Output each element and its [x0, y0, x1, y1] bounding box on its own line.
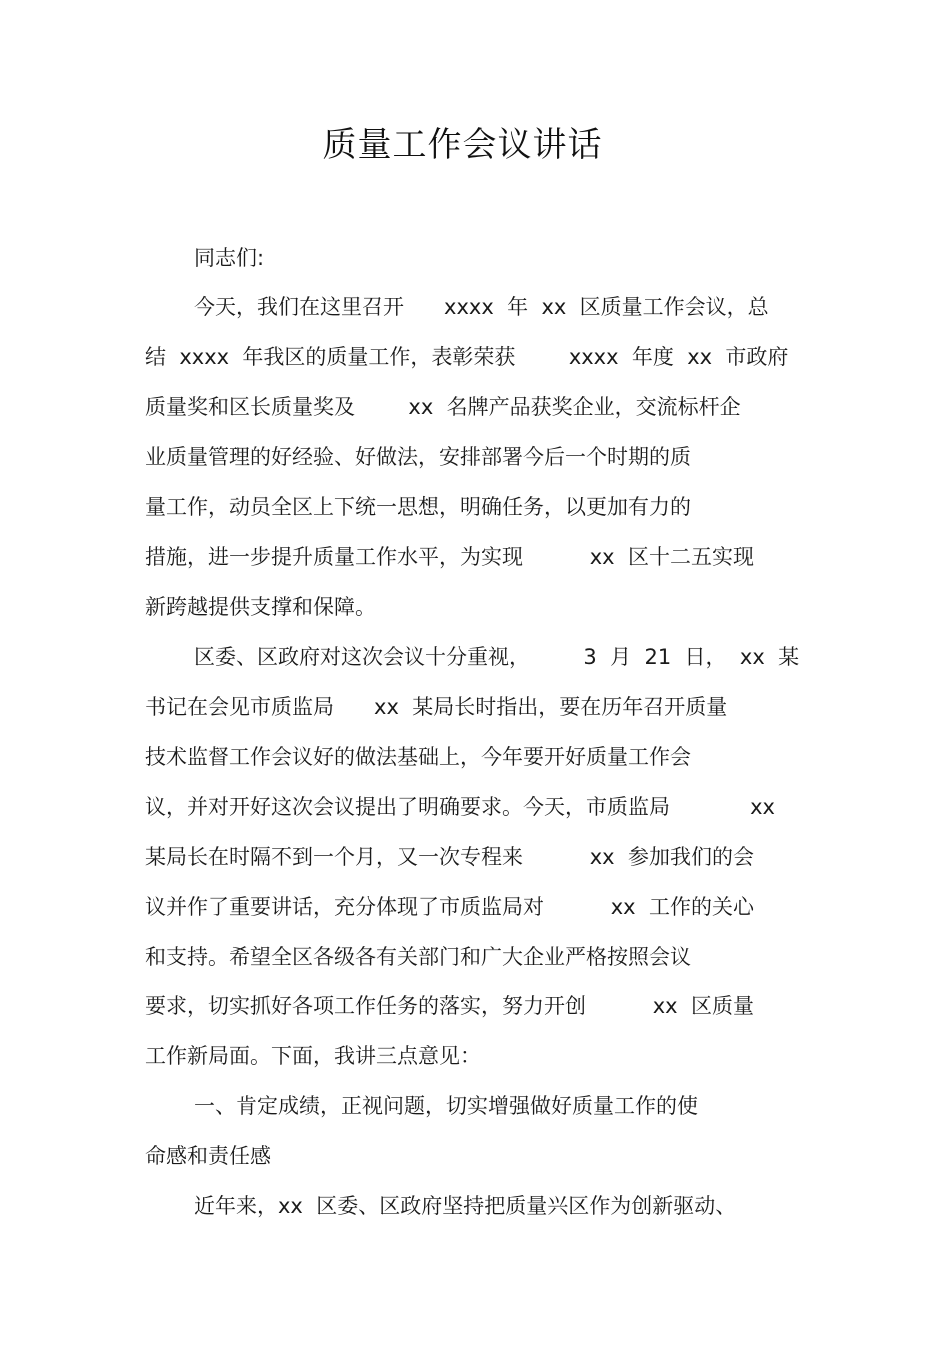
paragraph-1-line: 新跨越提供支撑和保障。 [145, 595, 376, 619]
salutation: 同志们: [194, 246, 265, 270]
paragraph-2-line: 工作新局面。下面，我讲三点意见： [145, 1044, 481, 1068]
section-heading-line: 命感和责任感 [145, 1144, 271, 1168]
paragraph-1-line: 质量奖和区长质量奖及 xx 名牌产品获奖企业，交流标杆企 [145, 395, 741, 419]
paragraph-2-line: 议并作了重要讲话，充分体现了市质监局对 xx 工作的关心 [145, 895, 754, 919]
paragraph-1-line: 措施，进一步提升质量工作水平，为实现 xx 区十二五实现 [145, 545, 754, 569]
paragraph-1-line: 今天，我们在这里召开 xxxx 年 xx 区质量工作会议，总 [194, 295, 769, 319]
paragraph-2-line: 某局长在时隔不到一个月，又一次专程来 xx 参加我们的会 [145, 845, 754, 869]
paragraph-2-line: 要求，切实抓好各项工作任务的落实，努力开创 xx 区质量 [145, 994, 754, 1018]
paragraph-2-line: 书记在会见市质监局 xx 某局长时指出，要在历年召开质量 [145, 695, 728, 719]
paragraph-2-line: 技术监督工作会议好的做法基础上，今年要开好质量工作会 [145, 745, 691, 769]
paragraph-3-line: 近年来，xx 区委、区政府坚持把质量兴区作为创新驱动、 [194, 1194, 737, 1218]
paragraph-2-line: 议，并对开好这次会议提出了明确要求。今天，市质监局 xx [145, 795, 775, 819]
paragraph-2-line: 区委、区政府对这次会议十分重视， 3 月 21 日， xx 某 [194, 645, 800, 669]
section-heading-line: 一、肯定成绩，正视问题，切实增强做好质量工作的使 [194, 1094, 698, 1118]
paragraph-1-line: 结 xxxx 年我区的质量工作，表彰荣获 xxxx 年度 xx 市政府 [145, 345, 789, 369]
paragraph-2-line: 和支持。希望全区各级各有关部门和广大企业严格按照会议 [145, 945, 691, 969]
document-title: 质量工作会议讲话 [322, 125, 603, 165]
paragraph-1-line: 量工作，动员全区上下统一思想，明确任务，以更加有力的 [145, 495, 691, 519]
paragraph-1-line: 业质量管理的好经验、好做法，安排部署今后一个时期的质 [145, 445, 691, 469]
